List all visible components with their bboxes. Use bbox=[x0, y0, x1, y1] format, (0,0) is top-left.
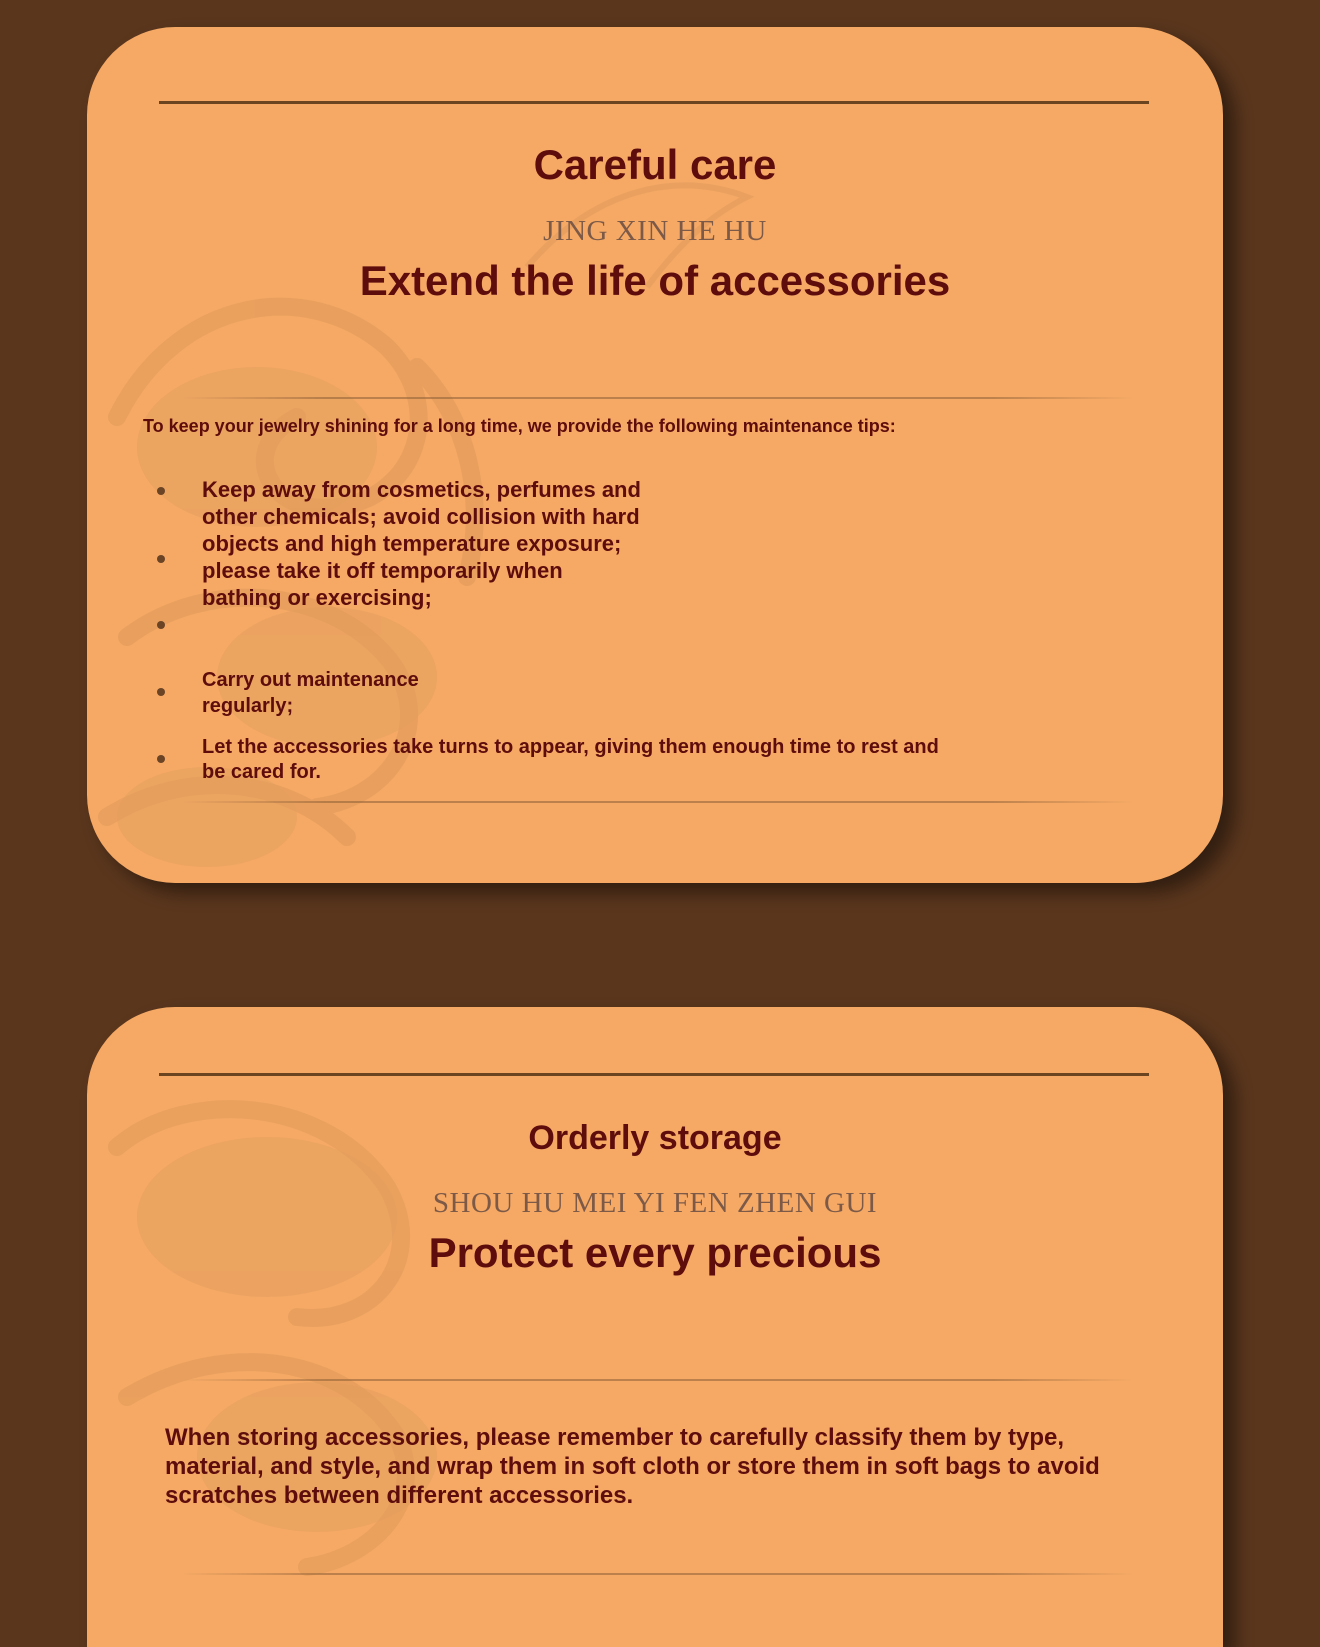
tip-item: Keep away from cosmetics, perfumes and other chemicals; avoid collision with hard objects and high temperature exposure; please take it off temporarily when bathing or exercising; bbox=[202, 477, 641, 610]
tip-item: Let the accessories take turns to appear, giving them enough time to rest and be cared for. bbox=[202, 736, 939, 783]
bullet-icon bbox=[157, 755, 165, 763]
section-subtitle: Protect every precious bbox=[428, 1229, 882, 1276]
middle-divider bbox=[182, 397, 1132, 399]
intro-text: To keep your jewelry shining for a long time, we provide the following maintenance tips: bbox=[143, 416, 896, 436]
bottom-divider bbox=[182, 801, 1132, 803]
top-divider bbox=[159, 101, 1149, 104]
section-title: Careful care bbox=[533, 141, 777, 188]
orderly-storage-card bbox=[87, 1007, 1223, 1647]
middle-divider bbox=[182, 1379, 1132, 1381]
storage-description: When storing accessories, please remember to carefully classify them by type, material, and style, and wrap them in soft cloth or store them in soft bags to avoid scratches between different accessories. bbox=[165, 1424, 1100, 1509]
section-pinyin: SHOU HU MEI YI FEN ZHEN GUI bbox=[432, 1187, 878, 1219]
bullet-icon bbox=[157, 688, 165, 696]
section-title: Orderly storage bbox=[528, 1119, 782, 1157]
bottom-divider bbox=[182, 1573, 1132, 1575]
bullet-icon bbox=[157, 621, 165, 629]
section-pinyin: JING XIN HE HU bbox=[543, 215, 767, 247]
careful-care-card bbox=[87, 27, 1223, 883]
bullet-icon bbox=[157, 555, 165, 563]
top-divider bbox=[159, 1073, 1149, 1076]
tip-item: Carry out maintenance regularly; bbox=[202, 669, 419, 717]
section-subtitle: Extend the life of accessories bbox=[359, 257, 951, 304]
bullet-icon bbox=[157, 487, 165, 495]
